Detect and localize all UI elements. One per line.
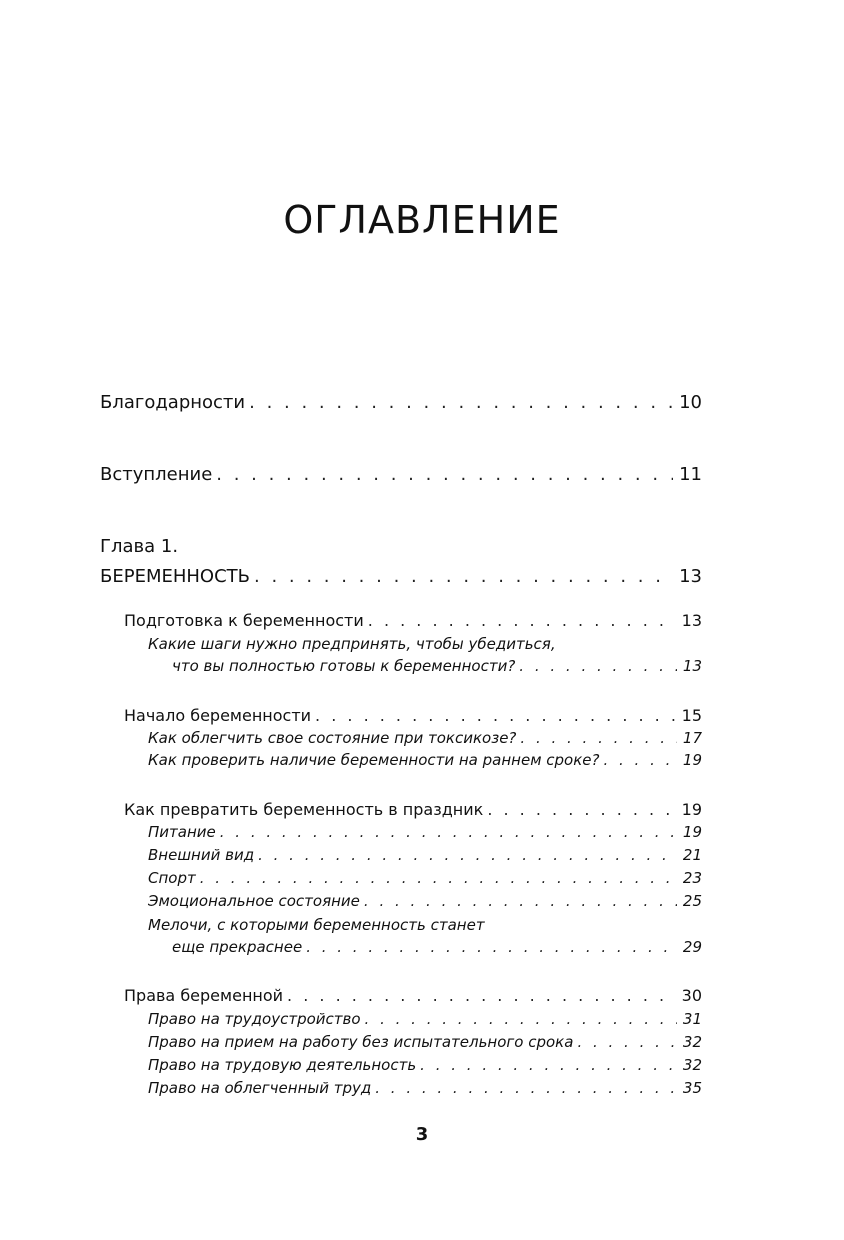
toc-entry-rights[interactable] [124,986,702,1005]
toc-entry-page: 17 [682,729,702,747]
toc-entry-label: Право на трудовую деятельность [148,1056,417,1074]
toc-entry-page: 19 [681,800,702,819]
toc-entry-label: Как проверить наличие беременности на раннем сроке? [148,751,600,769]
toc-entry-label: Спорт [148,869,196,887]
toc-entry-page: 19 [682,823,702,841]
dot-leader [364,892,677,910]
toc-subentry-trifles[interactable] [172,938,702,956]
toc-subentry-light-work[interactable] [148,1079,702,1097]
dot-leader [258,846,677,864]
toc-entry-label: Подготовка к беременности [124,611,364,630]
toc-subentry-no-probation[interactable] [148,1033,702,1051]
dot-leader [220,823,677,841]
dot-leader [200,869,677,887]
toc-entry-label: Благодарности [100,392,246,413]
dot-leader [306,938,677,956]
dot-leader [368,611,676,630]
toc-entry-label: Как облегчить свое состояние при токсикозе? [148,729,517,747]
toc-entry-chapter-1[interactable] [100,566,702,587]
dot-leader [520,729,677,747]
toc-entry-preparation[interactable] [124,611,702,630]
toc-entry-page: 10 [679,392,702,413]
toc-subentry-toxicosis[interactable] [148,729,702,747]
toc-entry-page: 13 [679,566,702,587]
toc-subentry-employment[interactable] [148,1010,702,1028]
dot-leader [287,986,676,1005]
dot-leader [577,1033,676,1051]
page-number: 3 [415,1124,429,1145]
toc-entry-acknowledgements[interactable] [100,392,702,413]
toc-entry-page: 32 [682,1033,702,1051]
toc-entry-label: что вы полностью готовы к беременности? [172,657,516,675]
dot-leader [375,1079,677,1097]
dot-leader [603,751,676,769]
toc-entry-label: Право на облегченный труд [148,1079,372,1097]
toc-entry-label: Права беременной [124,986,284,1005]
toc-entry-page: 30 [681,986,702,1005]
toc-entry-page: 29 [682,938,702,956]
toc-entry-page: 35 [682,1079,702,1097]
toc-entry-page: 11 [679,464,702,485]
toc-entry-page: 21 [682,846,702,864]
toc-entry-celebration[interactable] [124,800,702,819]
toc-entry-label: Право на прием на работу без испытательного срока [148,1033,574,1051]
toc-subentry-line: Какие шаги нужно предпринять, чтобы убедиться, [148,635,556,653]
dot-leader [420,1056,677,1074]
toc-entry-label: БЕРЕМЕННОСТЬ [100,566,251,587]
dot-leader [365,1010,677,1028]
dot-leader [315,706,676,725]
toc-entry-page: 32 [682,1056,702,1074]
toc-title: ОГЛАВЛЕНИЕ [283,198,561,242]
toc-entry-label: Право на трудоустройство [148,1010,361,1028]
toc-subentry-appearance[interactable] [148,846,702,864]
toc-entry-label: еще прекраснее [172,938,303,956]
toc-subentry-emotional[interactable] [148,892,702,910]
dot-leader [487,800,675,819]
toc-entry-page: 13 [681,611,702,630]
toc-entry-page: 25 [682,892,702,910]
toc-subentry-labor-activity[interactable] [148,1056,702,1074]
toc-entry-label: Внешний вид [148,846,255,864]
toc-entry-page: 15 [681,706,702,725]
chapter-heading: Глава 1. [100,536,179,557]
toc-entry-label: Как превратить беременность в праздник [124,800,484,819]
toc-entry-page: 13 [682,657,702,675]
toc-entry-page: 23 [682,869,702,887]
toc-entry-introduction[interactable] [100,464,702,485]
toc-subentry-early-test[interactable] [148,751,702,769]
toc-entry-beginning[interactable] [124,706,702,725]
toc-entry-page: 19 [682,751,702,769]
dot-leader [519,657,677,675]
toc-entry-label: Питание [148,823,216,841]
toc-subentry-readiness[interactable] [172,657,702,675]
toc-subentry-sport[interactable] [148,869,702,887]
toc-entry-page: 31 [682,1010,702,1028]
dot-leader [254,566,673,587]
toc-subentry-line: Мелочи, с которыми беременность станет [148,916,485,934]
toc-entry-label: Эмоциональное состояние [148,892,360,910]
dot-leader [216,464,673,485]
toc-subentry-nutrition[interactable] [148,823,702,841]
toc-entry-label: Начало беременности [124,706,312,725]
toc-entry-label: Вступление [100,464,213,485]
dot-leader [249,392,673,413]
